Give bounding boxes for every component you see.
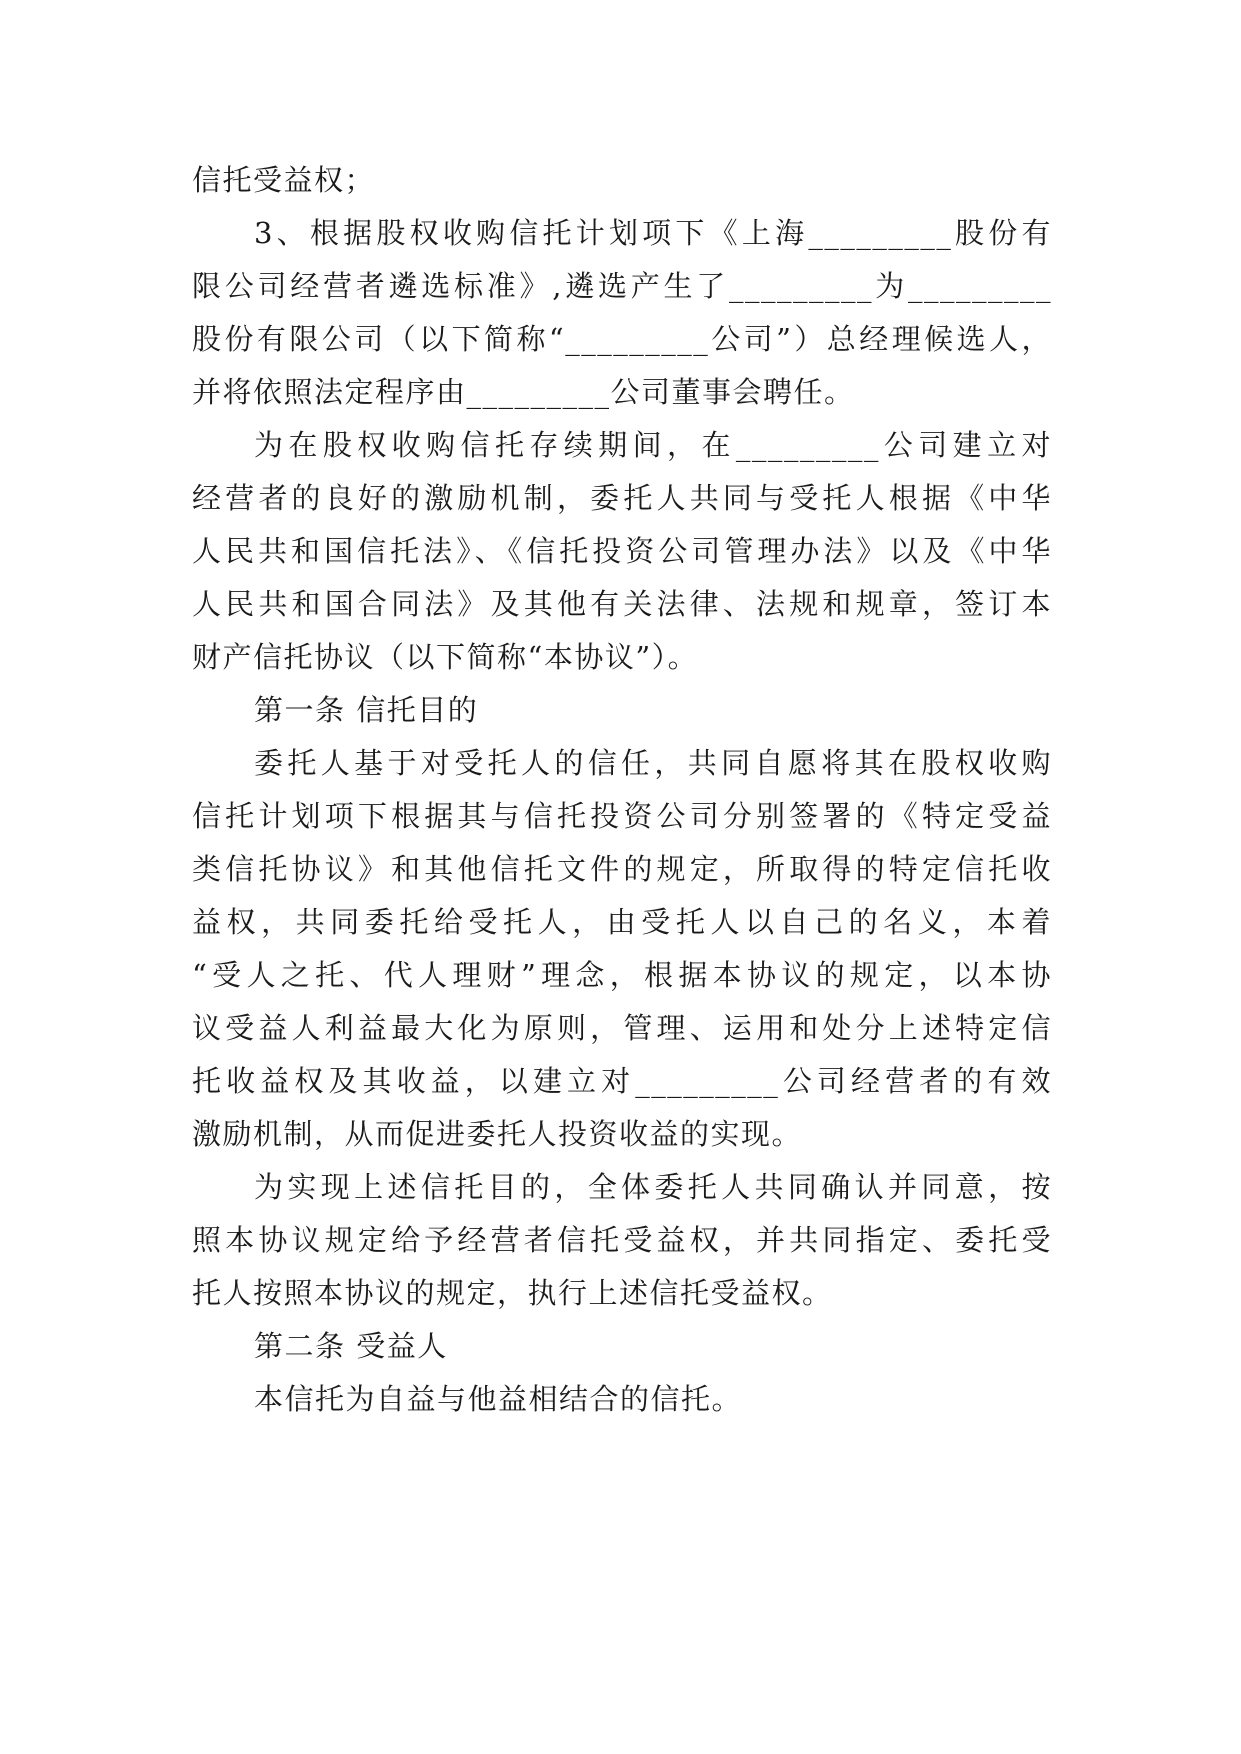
text-line: 经营者的良好的激励机制，委托人共同与受托人根据《中华 [192,481,1052,515]
text-line: 议受益人利益最大化为原则，管理、运用和处分上述特定信 [192,1011,1052,1045]
text-line: 信托受益权； [192,163,376,197]
text-line: 股份有限公司（以下简称“_________公司”）总经理候选人， [192,322,1052,356]
section-heading: 第二条 受益人 [254,1329,448,1363]
text-line: 类信托协议》和其他信托文件的规定，所取得的特定信托收 [192,852,1052,886]
text-line: 本信托为自益与他益相结合的信托。 [254,1382,743,1416]
text-line: 人民共和国合同法》及其他有关法律、法规和规章，签订本 [192,587,1052,621]
text-line: 财产信托协议（以下简称“本协议”）。 [192,640,699,674]
text-line: 照本协议规定给予经营者信托受益权，并共同指定、委托受 [192,1223,1052,1257]
text-line: 为实现上述信托目的，全体委托人共同确认并同意，按 [254,1170,1052,1204]
text-line: 3、根据股权收购信托计划项下《上海_________股份有 [254,216,1052,250]
text-line: “受人之托、代人理财”理念，根据本协议的规定，以本协 [192,958,1052,992]
text-line: 托人按照本协议的规定，执行上述信托受益权。 [192,1276,833,1310]
text-line: 限公司经营者遴选标准》,遴选产生了_________为_________ [192,269,1052,303]
text-line: 信托计划项下根据其与信托投资公司分别签署的《特定受益 [192,799,1052,833]
text-line: 托收益权及其收益，以建立对_________公司经营者的有效 [192,1064,1052,1098]
text-line: 益权，共同委托给受托人，由受托人以自己的名义，本着 [192,905,1052,939]
text-line: 人民共和国信托法》、《信托投资公司管理办法》以及《中华 [192,534,1052,568]
text-line: 为在股权收购信托存续期间，在_________公司建立对 [254,428,1052,462]
text-line: 并将依照法定程序由_________公司董事会聘任。 [192,375,855,409]
section-heading: 第一条 信托目的 [254,693,479,727]
text-line: 委托人基于对受托人的信任，共同自愿将其在股权收购 [254,746,1052,780]
text-line: 激励机制，从而促进委托人投资收益的实现。 [192,1117,803,1151]
